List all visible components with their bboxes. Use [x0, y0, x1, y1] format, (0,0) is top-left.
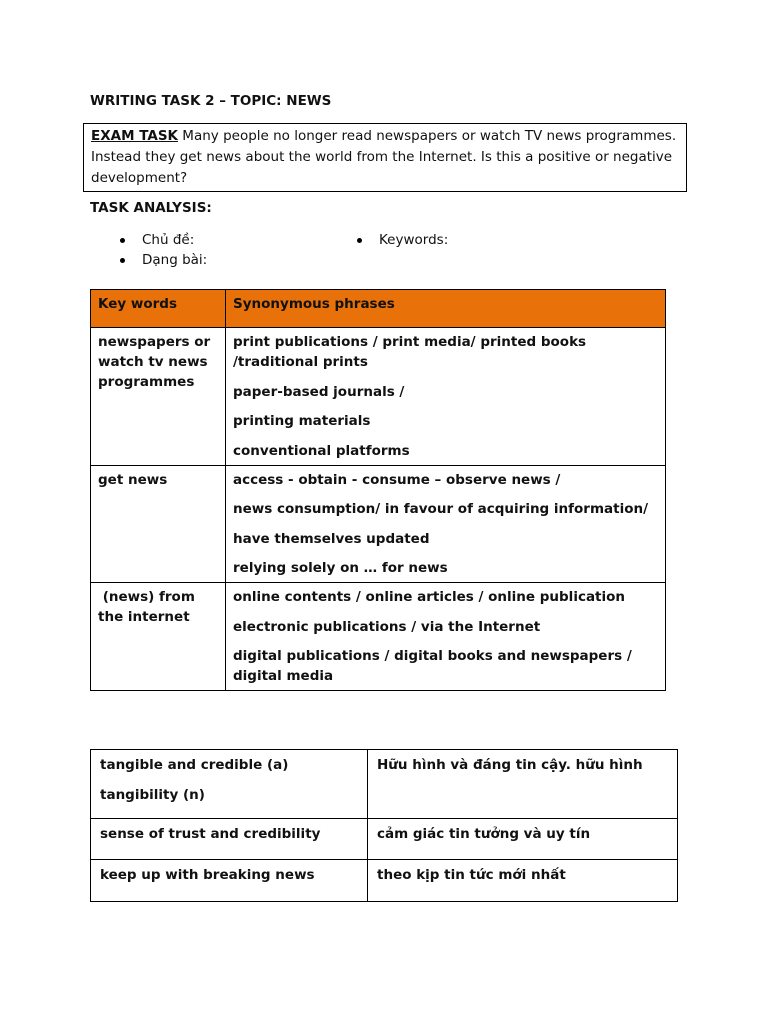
header-key-words: Key words — [91, 290, 226, 328]
bullet-keywords: Keywords: — [355, 231, 448, 251]
phrases-cell — [226, 583, 666, 691]
header-synonymous-phrases: Synonymous phrases — [226, 290, 666, 328]
table-row — [91, 328, 666, 466]
page-title: WRITING TASK 2 – TOPIC: NEWS — [90, 93, 332, 109]
vocab-term: sense of trust and credibility — [100, 826, 321, 842]
vocab-meaning-cell: theo kịp tin tức mới nhất — [368, 860, 678, 902]
phrase: printing materials — [233, 413, 371, 429]
phrase: access - obtain - consume – observe news / — [233, 471, 561, 488]
phrases-cell — [226, 328, 666, 466]
keywords-table-header — [91, 290, 666, 328]
table-row — [91, 860, 678, 902]
vocab-meaning-cell: cảm giác tin tưởng và uy tín — [368, 819, 678, 860]
analysis-bullets-left — [118, 231, 207, 270]
phrase: conventional platforms — [233, 442, 410, 459]
phrase: print publications / print media/ printed books /traditional prints — [233, 334, 587, 370]
vocab-term-cell — [91, 750, 368, 819]
keyword-cell: newspapers or watch tv news programmes — [91, 328, 226, 466]
phrase: news consumption/ in favour of acquiring information/ — [233, 501, 649, 517]
table-row — [91, 583, 666, 691]
phrase: have themselves updated — [233, 530, 430, 547]
table-row — [91, 819, 678, 860]
vocab-meaning-cell: Hữu hình và đáng tin cậy. hữu hình — [368, 750, 678, 819]
phrase: online contents / online articles / online publication — [233, 589, 626, 605]
vocab-term: tangible and credible (a) — [100, 757, 289, 773]
exam-task-box — [83, 123, 687, 192]
vocab-term-cell — [91, 860, 368, 902]
table-row — [91, 750, 678, 819]
keyword-cell: (news) from the internet — [91, 583, 226, 691]
table-row — [91, 465, 666, 583]
exam-task-label: EXAM TASK — [91, 128, 179, 144]
vocab-table — [90, 749, 678, 902]
vocab-term: tangibility (n) — [100, 787, 205, 803]
vocab-term-cell — [91, 819, 368, 860]
exam-task-text: Many people no longer read newspapers or watch TV news programmes. Instead they get news about the world from the Internet. Is this a positive or negative development? — [91, 128, 677, 186]
analysis-bullets-right — [355, 231, 448, 251]
bullet-topic: Chủ đề: — [118, 231, 207, 251]
keywords-table — [90, 289, 666, 691]
phrase: paper-based journals / — [233, 383, 405, 400]
task-analysis-title: TASK ANALYSIS: — [90, 200, 212, 216]
keyword-cell: get news — [91, 465, 226, 583]
bullet-task-type: Dạng bài: — [118, 251, 207, 271]
phrases-cell — [226, 465, 666, 583]
vocab-term: keep up with breaking news — [100, 867, 315, 883]
phrase: electronic publications / via the Internet — [233, 618, 541, 635]
phrase: relying solely on … for news — [233, 560, 448, 576]
phrase: digital publications / digital books and newspapers / digital media — [233, 648, 632, 684]
